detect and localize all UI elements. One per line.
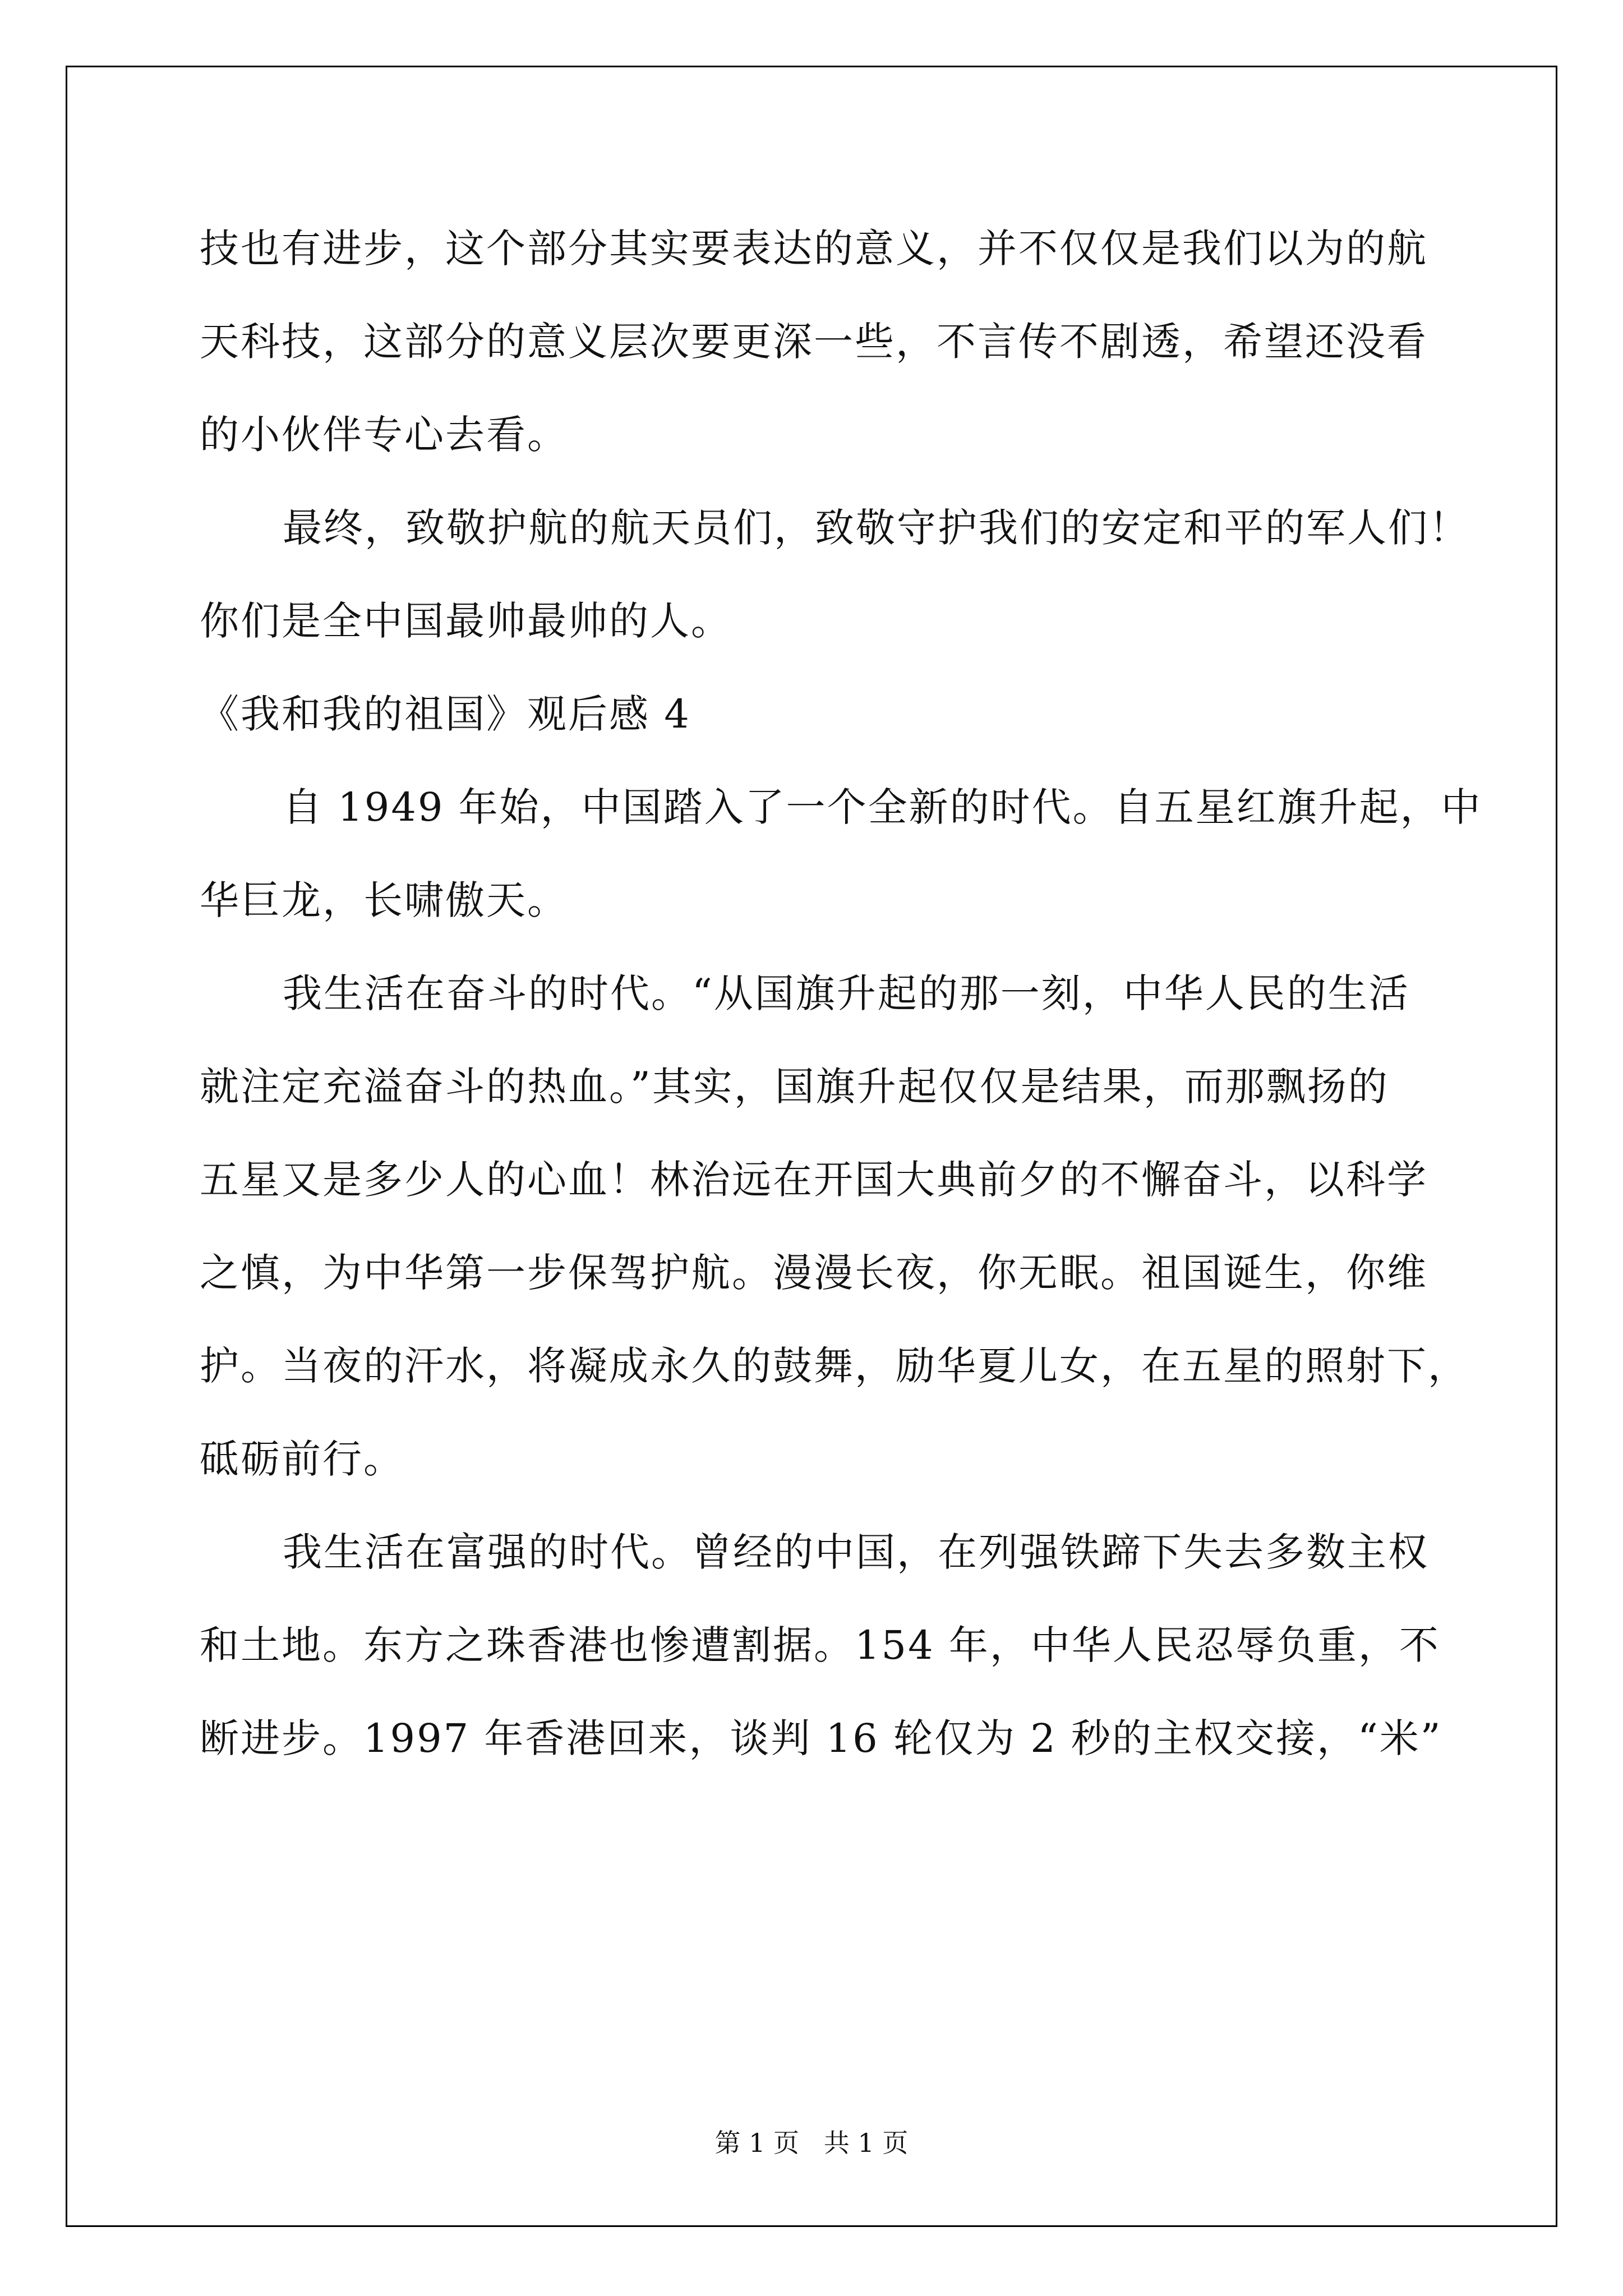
text-line: 之慎，为中华第一步保驾护航。漫漫长夜，你无眠。祖国诞生，你维 bbox=[200, 1250, 1428, 1296]
document-body bbox=[200, 202, 1482, 1785]
text-line: 我生活在富强的时代。曾经的中国，在列强铁蹄下失去多数主权 bbox=[283, 1529, 1429, 1575]
text-line: 我生活在奋斗的时代。“从国旗升起的那一刻，中华人民的生活 bbox=[283, 970, 1410, 1016]
text-line: 你们是全中国最帅最帅的人。 bbox=[200, 598, 732, 644]
text-line: 的小伙伴专心去看。 bbox=[200, 412, 568, 458]
text-line: 护。当夜的汗水，将凝成永久的鼓舞，励华夏儿女，在五星的照射下， bbox=[200, 1343, 1469, 1389]
text-line: 华巨龙，长啸傲天。 bbox=[200, 877, 568, 923]
text-line: 技也有进步，这个部分其实要表达的意义，并不仅仅是我们以为的航 bbox=[200, 226, 1428, 272]
text-line: 和土地。东方之珠香港也惨遭割据。154 年，中华人民忍辱负重，不 bbox=[200, 1622, 1440, 1668]
text-line: 断进步。1997 年香港回来，谈判 16 轮仅为 2 秒的主权交接，“米” bbox=[200, 1715, 1442, 1761]
text-line: 五星又是多少人的心血！林治远在开国大典前夕的不懈奋斗，以科学 bbox=[200, 1157, 1428, 1203]
page-footer: 第 1 页 共 1 页 bbox=[714, 2128, 909, 2158]
text-line: 自 1949 年始，中国踏入了一个全新的时代。自五星红旗升起，中 bbox=[283, 784, 1482, 830]
text-line: 砥砺前行。 bbox=[200, 1436, 404, 1482]
text-line: 就注定充溢奋斗的热血。”其实，国旗升起仅仅是结果，而那飘扬的 bbox=[200, 1064, 1389, 1110]
text-line: 最终，致敬护航的航天员们，致敬守护我们的安定和平的军人们！ bbox=[283, 505, 1470, 551]
text-line: 天科技，这部分的意义层次要更深一些，不言传不剧透，希望还没看 bbox=[200, 319, 1428, 365]
section-heading: 《我和我的祖国》观后感 4 bbox=[200, 691, 691, 737]
